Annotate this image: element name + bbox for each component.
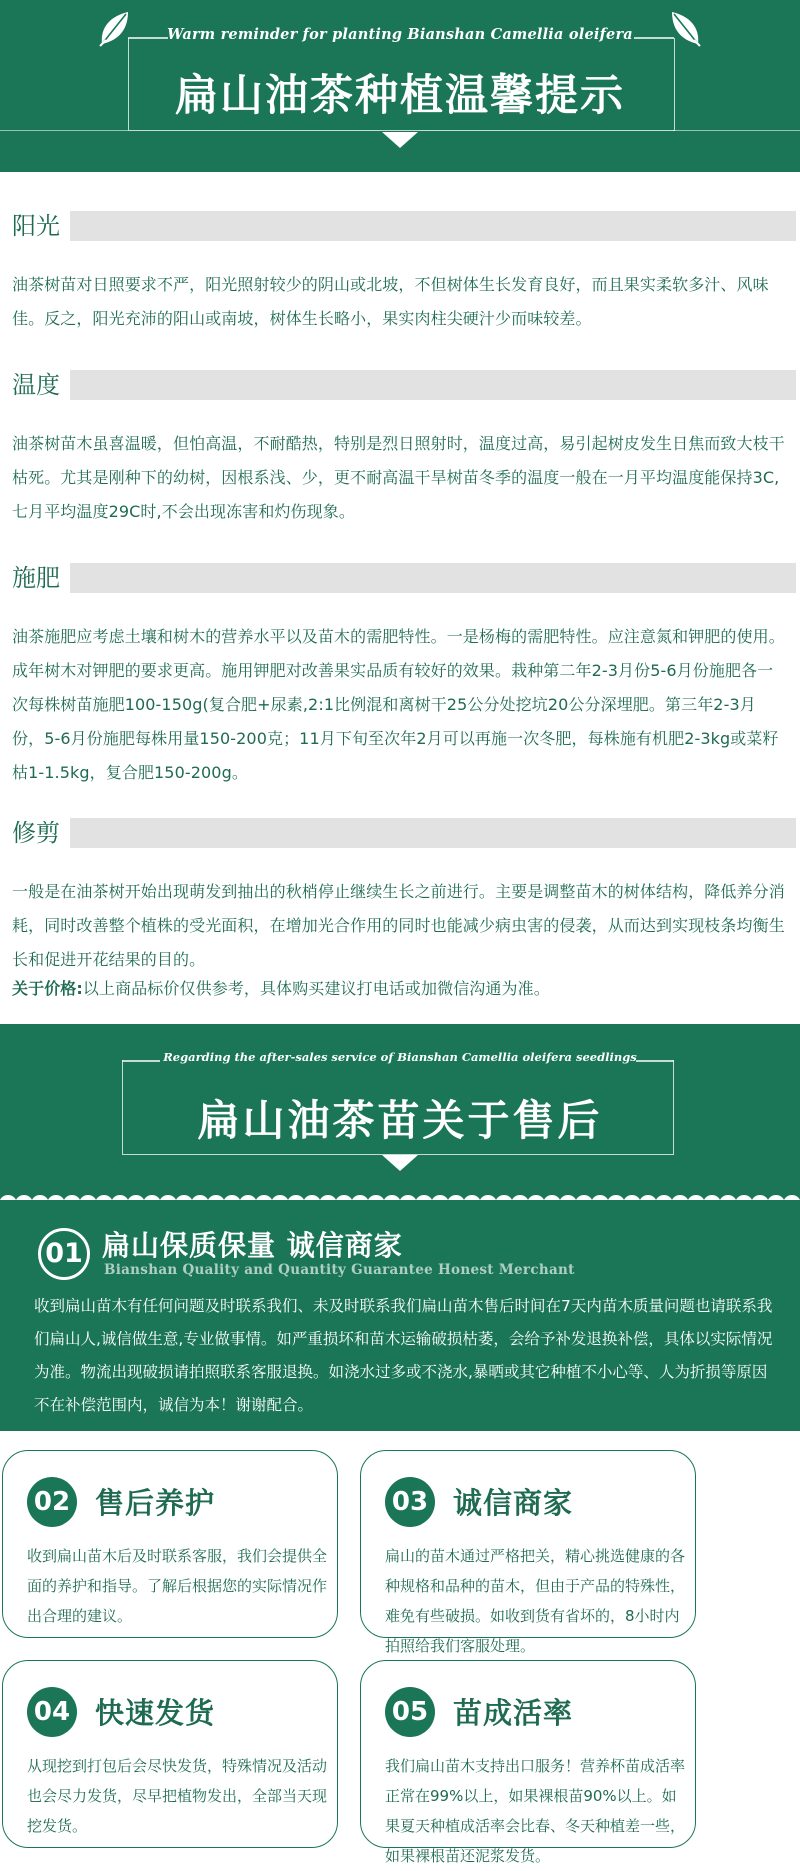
down-arrow-icon [382, 1155, 418, 1171]
section-header-pruning [12, 817, 782, 849]
header-subtitle-en: Warm reminder for planting Bianshan Camellia oleifera [167, 26, 633, 43]
header-subtitle-en: Regarding the after-sales service of Bianshan Camellia oleifera seedlings [163, 1050, 637, 1064]
section-bar [70, 818, 796, 848]
page-title: 扁山油茶种植温馨提示 [175, 71, 625, 121]
down-arrow-icon [382, 132, 418, 148]
quality-guarantee-block [0, 1200, 800, 1431]
card-text: 我们扁山苗木支持出口服务！营养杯苗成活率正常在99%以上，如果裸根苗90%以上。如果夏天种植成活率会比春、冬天种植差一些，如果裸根苗还泥浆发货。 [385, 1757, 686, 1865]
section-header-sunlight [12, 210, 782, 242]
number-badge: 03 [385, 1477, 435, 1527]
section-bar [70, 370, 796, 400]
after-sales-header [0, 1024, 800, 1199]
block-subtitle-en: Bianshan Quality and Quantity Guarantee Honest Merchant [104, 1262, 575, 1278]
header-base [0, 162, 800, 178]
number-badge: 05 [385, 1687, 435, 1737]
block-title: 扁山保质保量 诚信商家 [102, 1229, 403, 1262]
number-badge: 02 [27, 1477, 77, 1527]
number-badge: 01 [38, 1228, 90, 1280]
section-bar [70, 563, 796, 593]
section-text-fertilizing: 油茶施肥应考虑土壤和树木的营养水平以及苗木的需肥特性。一是杨梅的需肥特性。应注意氮和钾肥的使用。成年树木对钾肥的要求更高。施用钾肥对改善果实品质有较好的效果。栽种第二年2-3月份5-6月份施肥各一次每株树苗施肥100-150g(复合肥+尿素,2:1比例混和离树干25公分处挖坑20公分深埋肥。第三年2-3月份，5-6月份施肥每株用量150-200克；11月下旬至次年2月可以再施一次冬肥，每株施有机肥2-3kg或菜籽枯1-1.5kg，复合肥150-200g。 [12, 627, 785, 782]
card-after-sales-care [2, 1450, 338, 1638]
price-note-label: 关于价格: [12, 979, 83, 998]
card-honest-merchant [360, 1450, 696, 1655]
divider [673, 130, 800, 131]
card-title: 售后养护 [95, 1486, 216, 1520]
divider [0, 130, 128, 131]
section-label: 修剪 [12, 819, 60, 847]
number-badge: 04 [27, 1687, 77, 1737]
card-text: 扁山的苗木通过严格把关，精心挑选健康的各种规格和品种的苗木，但由于产品的特殊性，难免有些破损。如收到货有省坏的，8小时内拍照给我们客服处理。 [385, 1547, 686, 1655]
section-text-temperature: 油茶树苗木虽喜温暖，但怕高温，不耐酷热，特别是烈日照射时，温度过高，易引起树皮发生日焦而致大枝干枯死。尤其是刚种下的幼树，因根系浅、少，更不耐高温干旱树苗冬季的温度一般在一月平均温度能保持3C,七月平均温度29C时,不会出现冻害和灼伤现象。 [12, 434, 785, 521]
card-text: 收到扁山苗木后及时联系客服，我们会提供全面的养护和指导。了解后根据您的实际情况作出合理的建议。 [27, 1547, 328, 1625]
card-title: 诚信商家 [453, 1486, 574, 1520]
price-note-text: 以上商品标价仅供参考，具体购买建议打电话或加微信沟通为准。 [82, 979, 550, 998]
section-title: 扁山油茶苗关于售后 [197, 1096, 603, 1145]
section-text-sunlight: 油茶树苗对日照要求不严，阳光照射较少的阴山或北坡，不但树体生长发育良好，而且果实柔软多汁、风味佳。反之，阳光充沛的阳山或南坡，树体生长略小，果实肉柱尖硬汁少而味较差。 [12, 275, 769, 328]
card-fast-shipping [2, 1660, 338, 1848]
block-text: 收到扁山苗木有任何问题及时联系我们、未及时联系我们扁山苗木售后时间在7天内苗木质量问题也请联系我们扁山人,诚信做生意,专业做事情。如严重损坏和苗木运输破损枯萎，会给予补发退换补偿，具体以实际情况为准。物流出现破损请拍照联系客服退换。如浇水过多或不浇水,暴晒或其它种植不小心等、人为折损等原因不在补偿范围内，诚信为本！谢谢配合。 [34, 1297, 773, 1414]
card-survival-rate [360, 1660, 696, 1865]
card-title: 快速发货 [95, 1696, 216, 1730]
section-text-pruning: 一般是在油茶树开始出现萌发到抽出的秋梢停止继续生长之前进行。主要是调整苗木的树体结构，降低养分消耗，同时改善整个植株的受光面积，在增加光合作用的同时也能减少病虫害的侵袭，从而达到实现枝条均衡生长和促进开花结果的目的。 [12, 882, 785, 969]
card-title: 苗成活率 [453, 1696, 574, 1730]
card-text: 从现挖到打包后会尽快发货，特殊情况及活动也会尽力发货，尽早把植物发出，全部当天现挖发货。 [27, 1757, 328, 1835]
section-label: 阳光 [12, 212, 60, 240]
section-label: 温度 [12, 371, 60, 399]
section-header-temperature [12, 369, 782, 401]
price-note [12, 972, 788, 1006]
planting-tips-header [0, 0, 800, 178]
section-header-fertilizing [12, 562, 782, 594]
section-bar [70, 211, 796, 241]
section-label: 施肥 [12, 564, 60, 592]
